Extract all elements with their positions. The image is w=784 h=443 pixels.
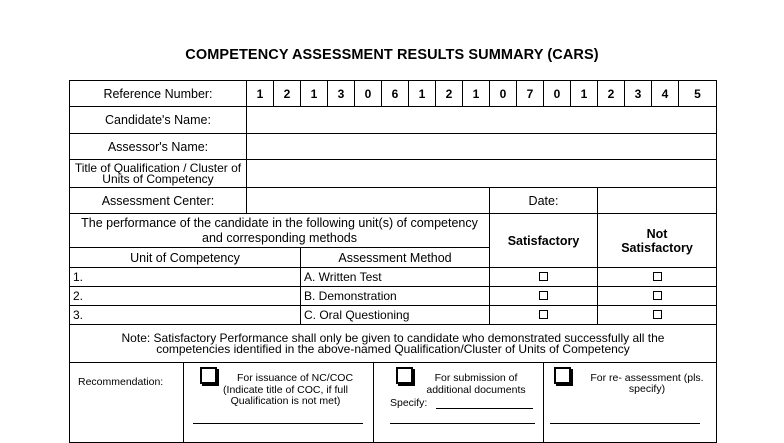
ref-digit: 0 — [490, 81, 517, 107]
ref-digit: 1 — [247, 81, 274, 107]
qualification-label: Title of Qualification / Cluster of Units of Competency — [70, 160, 247, 188]
center-label: Assessment Center: — [70, 188, 247, 214]
unit-header: Unit of Competency — [70, 248, 301, 268]
note-text: Note: Satisfactory Performance shall only be given to candidate who demonstrated successfully all the competencies identified in the above-named Qualification/Cluster of Units of Competency — [70, 325, 717, 363]
satisfactory-cell — [490, 287, 598, 306]
ref-digit: 0 — [544, 81, 571, 107]
candidate-name-field[interactable] — [247, 107, 717, 134]
ref-digit: 1 — [301, 81, 328, 107]
submission-label-2: additional documents — [426, 384, 526, 396]
reassessment-label: For re- assessment (pls. specify) — [590, 372, 704, 395]
submission-label: For submission of — [434, 372, 518, 384]
ref-digit: 2 — [436, 81, 463, 107]
method-label: C. Oral Questioning — [301, 306, 490, 325]
unit-row — [70, 306, 717, 325]
not-satisfactory-cell — [598, 287, 717, 306]
ref-digit: 1 — [463, 81, 490, 107]
satisfactory-checkbox[interactable] — [539, 291, 548, 300]
unit-number: 3. — [70, 306, 301, 325]
reference-row — [70, 81, 717, 107]
reference-label: Reference Number: — [70, 81, 247, 107]
candidate-label: Candidate's Name: — [70, 107, 247, 134]
satisfactory-checkbox[interactable] — [539, 310, 548, 319]
unit-row — [70, 268, 717, 287]
method-header: Assessment Method — [301, 248, 490, 268]
not-satisfactory-checkbox[interactable] — [653, 310, 662, 319]
date-field[interactable] — [598, 188, 717, 214]
specify-line[interactable] — [436, 408, 533, 409]
specify-label: Specify: — [390, 397, 428, 409]
not-satisfactory-checkbox[interactable] — [653, 272, 662, 281]
recommendation-section — [70, 363, 717, 443]
ref-digit: 3 — [328, 81, 355, 107]
ref-digit: 5 — [679, 81, 717, 107]
unit-number: 2. — [70, 287, 301, 306]
ref-digit: 4 — [652, 81, 679, 107]
date-label: Date: — [490, 188, 598, 214]
ref-digit: 1 — [409, 81, 436, 107]
method-label: A. Written Test — [301, 268, 490, 287]
method-label: B. Demonstration — [301, 287, 490, 306]
assessment-center-field[interactable] — [247, 188, 490, 214]
submission-line[interactable] — [390, 423, 535, 424]
performance-statement: The performance of the candidate in the following unit(s) of competency and corresponding methods — [70, 214, 490, 248]
qualification-field[interactable] — [247, 160, 717, 188]
ref-digit: 2 — [274, 81, 301, 107]
reassessment-line[interactable] — [550, 423, 700, 424]
submission-checkbox[interactable] — [396, 367, 413, 384]
ref-digit: 3 — [625, 81, 652, 107]
unit-number: 1. — [70, 268, 301, 287]
issuance-label: For issuance of NC/COC — [236, 372, 354, 384]
satisfactory-cell — [490, 268, 598, 287]
recommendation-label: Recommendation: — [78, 376, 164, 388]
unit-row — [70, 287, 717, 306]
cars-form-table — [69, 80, 717, 443]
ref-digit: 0 — [355, 81, 382, 107]
ref-digit: 6 — [382, 81, 409, 107]
assessor-name-field[interactable] — [247, 134, 717, 160]
issuance-line[interactable] — [193, 423, 363, 424]
issuance-checkbox[interactable] — [200, 367, 217, 384]
form-title: COMPETENCY ASSESSMENT RESULTS SUMMARY (CARS) — [185, 47, 599, 63]
satisfactory-cell — [490, 306, 598, 325]
not-satisfactory-header: Not Satisfactory — [598, 214, 717, 268]
ref-digit: 1 — [571, 81, 598, 107]
not-satisfactory-cell — [598, 268, 717, 287]
issuance-note: (Indicate title of COC, if full Qualification is not met) — [223, 384, 348, 407]
ref-digit: 2 — [598, 81, 625, 107]
satisfactory-header: Satisfactory — [490, 214, 598, 268]
not-satisfactory-checkbox[interactable] — [653, 291, 662, 300]
assessor-label: Assessor's Name: — [70, 134, 247, 160]
satisfactory-checkbox[interactable] — [539, 272, 548, 281]
not-satisfactory-cell — [598, 306, 717, 325]
reassessment-checkbox[interactable] — [554, 367, 571, 384]
ref-digit: 7 — [517, 81, 544, 107]
